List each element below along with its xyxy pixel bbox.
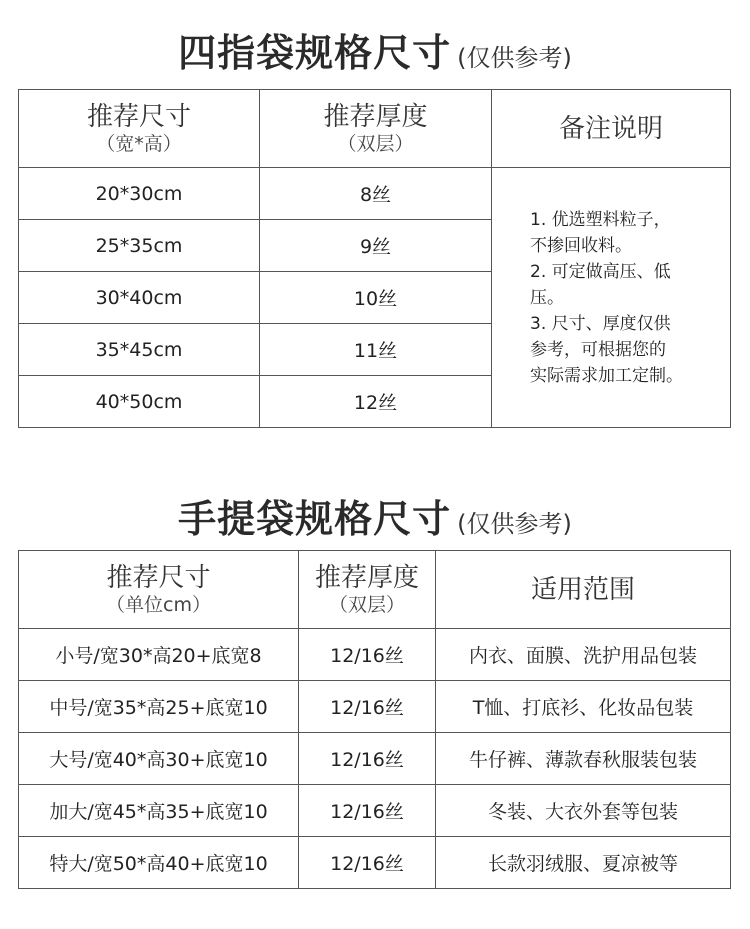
thickness-cell: 12/16丝: [299, 837, 436, 889]
section2-subtitle: (仅供参考): [457, 510, 572, 538]
thickness-cell: 12/16丝: [299, 785, 436, 837]
notes-text: 1. 优选塑料粒子， 不掺回收料。 2. 可定做高压、低 压。 3. 尺寸、厚度仅供 参考，可根据您的 实际需求加工定制。: [530, 209, 683, 386]
header-thickness-sublabel: （双层）: [328, 593, 405, 616]
size-cell: 加大/宽45*高35+底宽10: [19, 785, 299, 837]
four-finger-bag-spec-table: [18, 89, 731, 428]
table-header-row: [19, 90, 731, 168]
thickness-cell: 11丝: [260, 324, 492, 376]
thickness-cell: 10丝: [260, 272, 492, 324]
header-size-sublabel: （宽*高）: [96, 132, 182, 155]
thickness-cell: 12/16丝: [299, 629, 436, 681]
table-row: [19, 681, 731, 733]
size-cell: 特大/宽50*高40+底宽10: [19, 837, 299, 889]
header-notes-label: 备注说明: [558, 113, 663, 144]
notes-cell: [492, 168, 731, 428]
size-cell: 20*30cm: [19, 168, 260, 220]
thickness-cell: 8丝: [260, 168, 492, 220]
header-thickness: [260, 90, 492, 168]
thickness-cell: 9丝: [260, 220, 492, 272]
section1-subtitle: (仅供参考): [457, 44, 572, 72]
scope-cell: 牛仔裤、薄款春秋服装包装: [436, 733, 731, 785]
handbag-spec-table: [18, 550, 731, 889]
header-scope-label: 适用范围: [530, 574, 635, 605]
header-thickness-label: 推荐厚度: [314, 562, 419, 593]
size-cell: 40*50cm: [19, 376, 260, 428]
header-size-label: 推荐尺寸: [86, 101, 191, 132]
table-row: [19, 168, 731, 220]
table-row: [19, 629, 731, 681]
size-cell: 25*35cm: [19, 220, 260, 272]
table-row: [19, 785, 731, 837]
thickness-cell: 12丝: [260, 376, 492, 428]
size-cell: 小号/宽30*高20+底宽8: [19, 629, 299, 681]
thickness-cell: 12/16丝: [299, 681, 436, 733]
table-header-row: [19, 551, 731, 629]
table-row: [19, 733, 731, 785]
thickness-cell: 12/16丝: [299, 733, 436, 785]
header-scope: [436, 551, 731, 629]
size-cell: 30*40cm: [19, 272, 260, 324]
header-size: [19, 90, 260, 168]
section2-title: [0, 488, 750, 543]
section2-heading: 手提袋规格尺寸: [178, 497, 452, 541]
scope-cell: 内衣、面膜、洗护用品包装: [436, 629, 731, 681]
header-thickness: [299, 551, 436, 629]
header-size-label: 推荐尺寸: [106, 562, 211, 593]
header-size-sublabel: （单位cm）: [106, 593, 211, 616]
section1-title: [0, 22, 750, 77]
scope-cell: 冬装、大衣外套等包装: [436, 785, 731, 837]
size-cell: 大号/宽40*高30+底宽10: [19, 733, 299, 785]
header-size: [19, 551, 299, 629]
scope-cell: T恤、打底衫、化妆品包装: [436, 681, 731, 733]
scope-cell: 长款羽绒服、夏凉被等: [436, 837, 731, 889]
section1-heading: 四指袋规格尺寸: [178, 31, 452, 75]
size-cell: 35*45cm: [19, 324, 260, 376]
header-notes: [492, 90, 731, 168]
header-thickness-sublabel: （双层）: [337, 132, 414, 155]
header-thickness-label: 推荐厚度: [323, 101, 428, 132]
size-cell: 中号/宽35*高25+底宽10: [19, 681, 299, 733]
table-row: [19, 837, 731, 889]
